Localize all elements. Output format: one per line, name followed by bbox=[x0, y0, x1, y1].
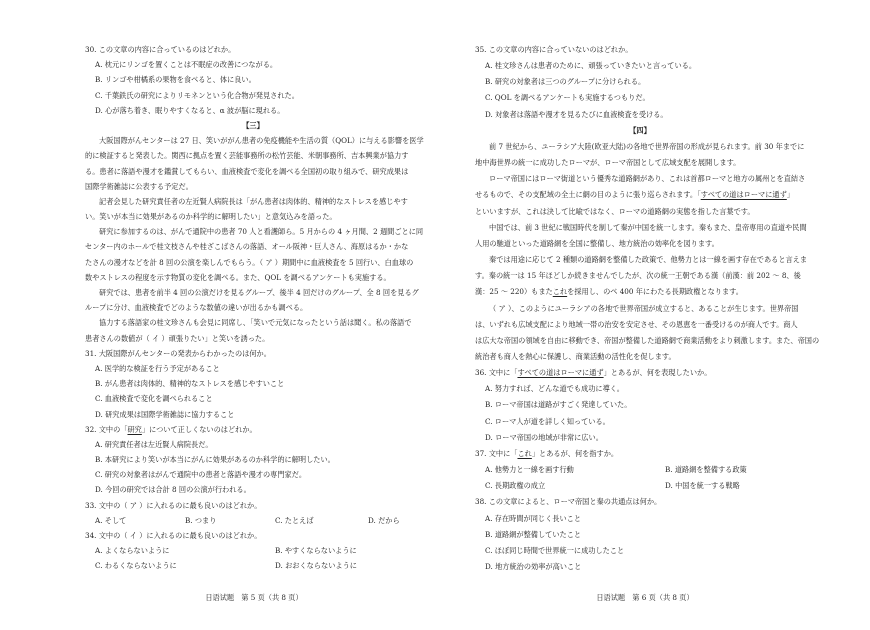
question-33-option-a: A. そして bbox=[95, 515, 127, 525]
passage-text: 」 bbox=[786, 190, 794, 200]
passage-line: 統治者も商人を熱心に保護し、商業活動の活性化を促します。 bbox=[475, 351, 676, 361]
question-34-option-c: C. わるくならないように bbox=[95, 561, 177, 571]
passage-line: 大阪国際がんセンターは 27 日、笑いががん患者の免疫機能や生活の質（QOL）に与える影響を医学 bbox=[99, 136, 424, 146]
passage-line: 国際学術雑誌に公表する予定だ。 bbox=[85, 181, 193, 191]
question-38-option-d: D. 地方統治の効率が高いこと bbox=[485, 562, 582, 571]
stem-text: 36. 文中に「 bbox=[475, 368, 518, 378]
page-5-column bbox=[85, 42, 424, 574]
question-33-stem: 33. 文中の（ ア ）に入れるのに最も良いのはどれか。 bbox=[85, 500, 262, 510]
question-36-option-a: A. 努力すれば、どんな道でも成功に導く。 bbox=[485, 384, 624, 394]
question-34-stem: 34. 文中の（ イ ）に入れるのに最も良いのはどれか。 bbox=[85, 531, 262, 540]
passage-text: を採用し、のべ 400 年にわたる長期政権となります。 bbox=[567, 287, 743, 297]
question-37-option-d: D. 中国を統一する戦略 bbox=[665, 481, 740, 491]
passage-line: 研究に参加するのは、がんで通院中の患者 70 人と看護師ら。5 月からの 4 ヶ月間、2 週間ごとに同 bbox=[99, 227, 424, 237]
question-34-option-a: A. よくならないように bbox=[95, 546, 170, 556]
passage-line: 前 7 世紀から、ユーラシア大陸(欧亚大陆)の各地で世界帝国の形成が見られます。前 30 年までに bbox=[489, 141, 805, 151]
question-32 bbox=[85, 422, 421, 498]
question-36-option-b: B. ローマ帝国は道路がすごく発達していた。 bbox=[485, 400, 632, 410]
question-32-option-c: C. 研究の対象者はがんで通院中の患者と落語や漫才の専門家だ。 bbox=[95, 470, 307, 480]
passage-line: 数やストレスの程度を示す物質の変化を調べる。また、QOL を調べるアンケートも実施する。 bbox=[85, 272, 391, 282]
stem-text: 」について正しくないのはどれか。 bbox=[141, 424, 257, 434]
stem-text: 」とあるが、何を表現したいか。 bbox=[603, 368, 712, 378]
passage-3-paragraph-3 bbox=[85, 224, 424, 285]
question-31-option-d: D. 研究成果は国際学術雑誌に協力すること bbox=[95, 409, 235, 419]
question-32-option-d: D. 今回の研究では合計 8 回の公演が行われる。 bbox=[95, 485, 251, 495]
question-31 bbox=[85, 346, 421, 422]
question-34-options-row-1 bbox=[85, 543, 421, 558]
question-38-stem: 38. この文章によると、ローマ帝国と秦の共通点は何か。 bbox=[475, 497, 662, 507]
question-35-option-b: B. 研究の対象者は三つのグループに分けられる。 bbox=[485, 77, 646, 87]
passage-4-paragraph-2 bbox=[475, 171, 805, 219]
question-34-option-d: D. おおくならないように bbox=[275, 561, 357, 571]
question-33-option-d: D. だから bbox=[368, 515, 400, 525]
question-31-option-a: A. 医学的な検証を行う予定があること bbox=[95, 363, 220, 373]
page-6-column bbox=[475, 42, 820, 575]
question-30 bbox=[85, 42, 421, 118]
passage-line: る。患者に落語や漫才を鑑賞してもらい、血液検査で変化を調べる全国初の取り組みで、研究成果は bbox=[85, 166, 409, 176]
question-30-option-b: B. リンゴや柑橘系の果物を食べると、体に良い。 bbox=[95, 75, 256, 85]
question-36-stem bbox=[475, 365, 805, 381]
passage-3-paragraph-1 bbox=[85, 133, 424, 194]
question-30-stem: 30. この文章の内容に合っているのはどれか。 bbox=[85, 45, 236, 54]
page-6-footer: 日语试题 第 6 页（共 8 页） bbox=[596, 593, 694, 602]
question-35-option-c: C. QOL を調べるアンケートも実施するつもりだ。 bbox=[485, 93, 650, 103]
question-31-option-c: C. 血液検査で変化を調べられること bbox=[95, 394, 213, 404]
page-5-footer: 日语试题 第 5 页（共 8 页） bbox=[205, 593, 303, 602]
passage-4-paragraph-4 bbox=[475, 252, 808, 300]
question-38-option-b: B. 道路網が整備していたこと bbox=[485, 529, 582, 539]
question-37-options-row-1 bbox=[475, 462, 805, 478]
question-33-options bbox=[85, 513, 421, 528]
question-32-option-b: B. 本研究により笑いが本当にがんに効果があるのか科学的に解明したい。 bbox=[95, 455, 335, 465]
passage-line: は広大な帝国の領域を自由に移動でき、帝国が整備した道路網で商業活動をより刺激します。また、帝国の bbox=[475, 335, 820, 345]
question-34-options-row-2 bbox=[85, 558, 421, 573]
passage-line bbox=[475, 284, 805, 300]
question-30-option-c: C. 千葉鉄氏の研究によりリモネンという化合物が発見された。 bbox=[95, 90, 299, 100]
section-4-heading: 【四】 bbox=[629, 125, 651, 135]
passage-line: 記者会見した研究責任者の左近賢人病院長は「がん患者は肉体的、精神的なストレスを感じやす bbox=[99, 196, 408, 206]
passage-3-paragraph-2 bbox=[85, 194, 421, 224]
question-30-option-d: D. 心が落ち着き、眠りやすくなると、α 波が脳に現れる。 bbox=[95, 105, 285, 115]
passage-line: 協力する落語家の桂文珍さんも会見に同席し、「笑いで元気になったという話は聞く。私の落語で bbox=[99, 318, 412, 328]
underlined-word: これ bbox=[517, 448, 532, 458]
underlined-word: これ bbox=[552, 287, 568, 297]
question-37-stem bbox=[475, 446, 805, 462]
passage-line: す。秦の統一は 15 年ほどしか続きませんでしたが、次の統一王朝である漢（前漢：前 202 〜 8、後 bbox=[475, 271, 801, 281]
passage-text: 漢：25 〜 220）もまた bbox=[475, 287, 553, 297]
question-34 bbox=[85, 528, 421, 574]
underlined-phrase: すべての道はローマに通ず bbox=[517, 368, 604, 378]
question-38-option-a: A. 存在時間が同じく長いこと bbox=[485, 513, 582, 523]
stem-text: 32. 文中の「 bbox=[85, 424, 128, 434]
question-38-option-c: C. ほぼ同じ時間で世界統一に成功したこと bbox=[485, 545, 625, 555]
question-35 bbox=[475, 42, 805, 123]
underlined-term: 研究 bbox=[127, 424, 142, 434]
passage-line: 的に検証すると発表した。関西に拠点を置く芸能事務所の松竹芸能、米朝事務所、吉本興業が協力す bbox=[85, 151, 409, 161]
section-3-heading: 【三】 bbox=[242, 120, 264, 130]
question-31-stem: 31. 大阪国際がんセンターの発表からわかったのは何か。 bbox=[85, 348, 271, 358]
passage-line bbox=[475, 187, 805, 203]
stem-text: 37. 文中に「 bbox=[475, 448, 518, 458]
passage-line: は、いずれも広域支配により地域一帯の治安を安定させ、その恩恵を一番受けるのが商人です。商人 bbox=[475, 319, 798, 329]
passage-line: センター内のホールで桂文枝さんや桂ざこばさんの落語、オール阪神・巨人さん、海原はるか・かな bbox=[85, 242, 409, 252]
question-38 bbox=[475, 494, 805, 575]
question-37-option-a: A. 他勢力と一線を画す行動 bbox=[485, 465, 574, 475]
passage-line: 中国では、前 3 世紀に戦国時代を制して秦が中国を統一します。秦もまた、皇帝専用の直道や民間 bbox=[489, 222, 807, 232]
passage-line: たさんの漫才などを計 8 回の公演を楽しんでもらう。（ ア ）期間中に血液検査を 5 回行い、白血球の bbox=[85, 257, 414, 267]
question-32-stem bbox=[85, 422, 421, 437]
question-37-option-c: C. 長期政権の成立 bbox=[485, 481, 546, 491]
passage-line: といいますが、これは決して比喩ではなく、ローマの道路網の実態を指した言葉です。 bbox=[475, 206, 755, 216]
passage-3-paragraph-4 bbox=[85, 285, 421, 315]
passage-line: い。笑いが本当に効果があるのか科学的に解明したい」と意気込みを語った。 bbox=[85, 212, 337, 222]
question-37-option-b: B. 道路網を整備する政策 bbox=[665, 465, 747, 475]
passage-line: 研究では、患者を前半 4 回の公演だけを見るグループ、後半 4 回だけのグループ、全 8 回を見るグ bbox=[99, 288, 419, 297]
question-33 bbox=[85, 498, 421, 528]
question-35-stem: 35. この文章の内容に合っていないのはどれか。 bbox=[475, 45, 633, 54]
question-30-option-a: A. 枕元にリンゴを置くことは不眠症の改善につながる。 bbox=[95, 60, 278, 70]
question-37 bbox=[475, 446, 805, 494]
passage-line: 患者さんの数値が（ イ ）頑張りたい」と笑いを誘った。 bbox=[85, 333, 270, 343]
question-33-option-c: C. たとえば bbox=[275, 515, 314, 525]
passage-line: 人用の馳道といった道路網を全国に整備し、地方統治の効率化を図ります。 bbox=[475, 238, 719, 248]
passage-line: 地中海世界の統一に成功したローマが、ローマ帝国として広域支配を展開します。 bbox=[475, 158, 741, 168]
question-37-options-row-2 bbox=[475, 478, 805, 494]
passage-line: （ ア ）、このようにユーラシアの各地で世界帝国が成立すると、あることが生じます。世界帝国 bbox=[489, 303, 799, 313]
question-36 bbox=[475, 365, 805, 446]
passage-4-paragraph-3 bbox=[475, 220, 805, 252]
stem-text: 」とあるが、何を指すか。 bbox=[531, 448, 619, 458]
passage-text: せるもので、その支配域の全土に網の目のように張り巡らされます。「 bbox=[475, 190, 701, 200]
passage-4-paragraph-5 bbox=[475, 301, 820, 366]
question-34-option-b: B. やすくならないように bbox=[275, 546, 357, 556]
question-36-option-d: D. ローマ帝国の地域が非常に広い。 bbox=[485, 432, 603, 442]
passage-line: ループに分け、血液検査でどのような数値の違いが出るかも調べる。 bbox=[85, 303, 308, 313]
question-36-option-c: C. ローマ人が道を詳しく知っている。 bbox=[485, 416, 610, 426]
question-35-option-d: D. 対象者は落語や漫才を見るたびに血液検査を受ける。 bbox=[485, 109, 668, 119]
passage-3-paragraph-5 bbox=[85, 315, 421, 345]
question-32-option-a: A. 研究責任者は左近賢人病院長だ。 bbox=[95, 439, 213, 449]
question-31-option-b: B. がん患者は肉体的、精神的なストレスを感じやすいこと bbox=[95, 379, 285, 389]
question-33-option-b: B. つまり bbox=[185, 515, 217, 525]
question-35-option-a: A. 桂文珍さんは患者のために、頑張っていきたいと言っている。 bbox=[485, 61, 697, 71]
underlined-phrase: すべての道はローマに通ず bbox=[700, 190, 787, 200]
passage-line: 秦では用途に応じて 2 種類の道路網を整備した政策で、他勢力とは一線を画す存在であると言えま bbox=[489, 255, 808, 265]
passage-line: ローマ帝国にはローマ街道という優秀な道路網があり、これは首都ローマと地方の属州とを直結さ bbox=[489, 174, 806, 184]
passage-4-paragraph-1 bbox=[475, 139, 805, 171]
